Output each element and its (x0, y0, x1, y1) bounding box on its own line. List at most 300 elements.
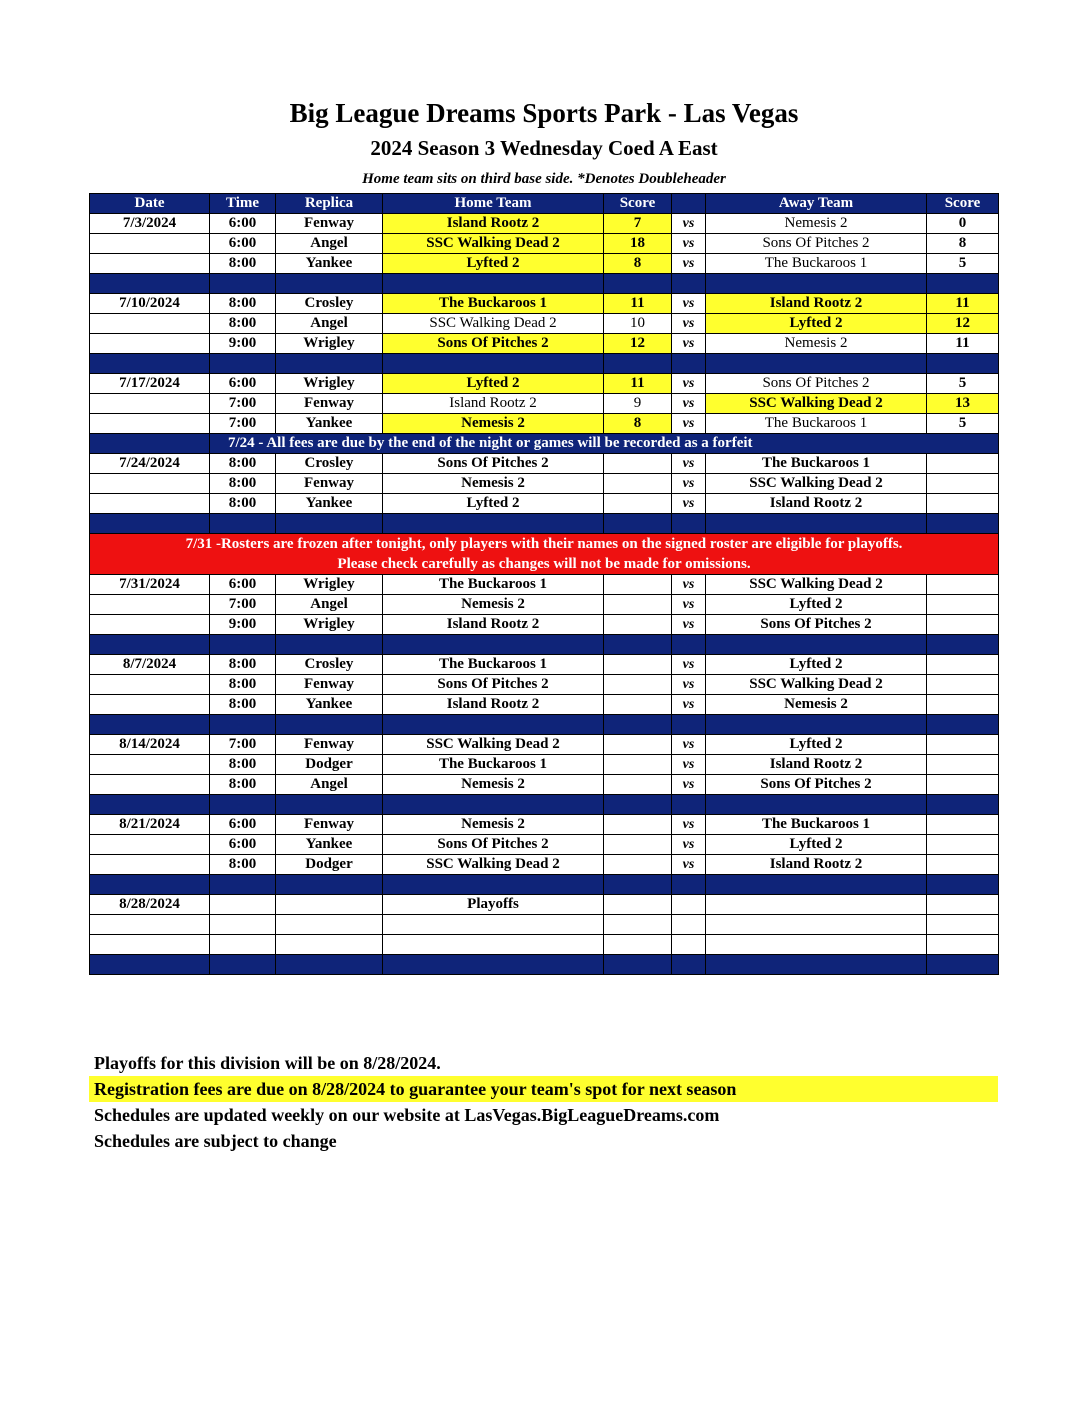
separator-cell (927, 514, 999, 534)
date-cell (90, 675, 210, 695)
date-cell (90, 835, 210, 855)
separator-cell (383, 715, 604, 735)
col-header-replica: Replica (276, 194, 383, 214)
time-cell: 6:00 (210, 374, 276, 394)
away-team-cell: The Buckaroos 1 (706, 414, 927, 434)
field-cell: Angel (276, 595, 383, 615)
vs-cell (672, 935, 706, 955)
game-row (90, 575, 999, 595)
separator-cell (672, 715, 706, 735)
separator-cell (90, 955, 210, 975)
separator-cell (90, 715, 210, 735)
alert-line: 7/31 -Rosters are frozen after tonight, only players with their names on the signed roster are eligible for playoffs. (185, 536, 903, 552)
separator-row (90, 715, 999, 735)
separator-cell (276, 354, 383, 374)
vs-cell: vs (672, 414, 706, 434)
away-score-cell (927, 775, 999, 795)
separator-cell (90, 354, 210, 374)
field-cell: Yankee (276, 414, 383, 434)
field-cell: Wrigley (276, 615, 383, 635)
away-score-cell: 11 (927, 294, 999, 314)
separator-row (90, 795, 999, 815)
date-cell: 8/7/2024 (90, 655, 210, 675)
away-score-cell: 5 (927, 414, 999, 434)
away-team-cell: Lyfted 2 (706, 314, 927, 334)
game-row (90, 675, 999, 695)
field-cell (276, 915, 383, 935)
separator-cell (706, 354, 927, 374)
away-team-cell: SSC Walking Dead 2 (706, 575, 927, 595)
game-row (90, 374, 999, 394)
date-cell: 8/28/2024 (90, 895, 210, 915)
separator-row (90, 955, 999, 975)
away-team-cell: The Buckaroos 1 (706, 454, 927, 474)
away-score-cell (927, 915, 999, 935)
separator-cell (90, 875, 210, 895)
footer-playoffs-note: Playoffs for this division will be on 8/28/2024. (94, 1053, 441, 1073)
away-team-cell (706, 895, 927, 915)
time-cell: 7:00 (210, 394, 276, 414)
separator-row (90, 875, 999, 895)
home-score-cell (604, 935, 672, 955)
time-cell: 9:00 (210, 615, 276, 635)
separator-cell (927, 274, 999, 294)
time-cell: 8:00 (210, 855, 276, 875)
away-team-cell: Sons Of Pitches 2 (706, 374, 927, 394)
separator-cell (210, 795, 276, 815)
separator-cell (210, 715, 276, 735)
game-row (90, 855, 999, 875)
home-team-cell: The Buckaroos 1 (383, 755, 604, 775)
field-cell: Fenway (276, 815, 383, 835)
separator-cell (383, 274, 604, 294)
game-row (90, 334, 999, 354)
home-team-cell: Playoffs (383, 895, 604, 915)
game-row (90, 214, 999, 234)
time-cell: 8:00 (210, 314, 276, 334)
home-team-cell: The Buckaroos 1 (383, 655, 604, 675)
separator-cell (706, 795, 927, 815)
footer-website-note: Schedules are updated weekly on our website at LasVegas.BigLeagueDreams.com (94, 1105, 720, 1125)
separator-cell (604, 715, 672, 735)
date-cell (90, 755, 210, 775)
date-cell (90, 334, 210, 354)
separator-row (90, 274, 999, 294)
vs-cell: vs (672, 675, 706, 695)
home-score-cell: 7 (604, 214, 672, 234)
col-header-away-score: Score (927, 194, 999, 214)
home-team-cell: Lyfted 2 (383, 374, 604, 394)
time-cell: 8:00 (210, 494, 276, 514)
vs-cell: vs (672, 815, 706, 835)
col-header-home-team: Home Team (383, 194, 604, 214)
separator-cell (210, 354, 276, 374)
table-header-row (90, 194, 999, 214)
field-cell: Fenway (276, 735, 383, 755)
field-cell: Angel (276, 775, 383, 795)
home-score-cell (604, 655, 672, 675)
game-row (90, 314, 999, 334)
separator-cell (672, 955, 706, 975)
date-cell: 7/24/2024 (90, 454, 210, 474)
separator-cell (927, 875, 999, 895)
page-subtitle: 2024 Season 3 Wednesday Coed A East (370, 136, 718, 160)
home-team-cell: Lyfted 2 (383, 494, 604, 514)
field-cell: Angel (276, 314, 383, 334)
separator-cell (383, 635, 604, 655)
field-cell: Wrigley (276, 575, 383, 595)
time-cell (210, 895, 276, 915)
home-team-cell: SSC Walking Dead 2 (383, 234, 604, 254)
separator-cell (604, 955, 672, 975)
separator-cell (276, 795, 383, 815)
date-cell (90, 414, 210, 434)
separator-cell (383, 795, 604, 815)
col-header-home-score: Score (604, 194, 672, 214)
vs-cell: vs (672, 575, 706, 595)
vs-cell: vs (672, 775, 706, 795)
vs-cell: vs (672, 334, 706, 354)
vs-cell: vs (672, 494, 706, 514)
away-team-cell: Island Rootz 2 (706, 755, 927, 775)
separator-cell (604, 274, 672, 294)
away-team-cell: Sons Of Pitches 2 (706, 775, 927, 795)
separator-cell (706, 635, 927, 655)
game-row (90, 655, 999, 675)
alert-row (90, 534, 999, 575)
date-cell: 7/17/2024 (90, 374, 210, 394)
game-row (90, 835, 999, 855)
separator-row (90, 514, 999, 534)
vs-cell: vs (672, 454, 706, 474)
field-cell: Fenway (276, 214, 383, 234)
separator-cell (90, 635, 210, 655)
date-cell (90, 935, 210, 955)
home-score-cell (604, 675, 672, 695)
date-cell (90, 254, 210, 274)
game-row (90, 394, 999, 414)
separator-cell (383, 514, 604, 534)
home-score-cell (604, 835, 672, 855)
separator-cell (672, 635, 706, 655)
time-cell: 6:00 (210, 234, 276, 254)
away-score-cell (927, 755, 999, 775)
away-score-cell (927, 575, 999, 595)
separator-cell (604, 635, 672, 655)
date-cell: 7/3/2024 (90, 214, 210, 234)
time-cell: 8:00 (210, 454, 276, 474)
separator-cell (672, 274, 706, 294)
away-team-cell: SSC Walking Dead 2 (706, 474, 927, 494)
vs-cell: vs (672, 655, 706, 675)
separator-cell (927, 354, 999, 374)
separator-cell (672, 354, 706, 374)
home-team-cell (383, 915, 604, 935)
date-cell (90, 494, 210, 514)
game-row (90, 474, 999, 494)
game-row (90, 815, 999, 835)
separator-cell (604, 795, 672, 815)
game-row (90, 755, 999, 775)
separator-cell (706, 274, 927, 294)
date-cell: 8/14/2024 (90, 735, 210, 755)
time-cell: 8:00 (210, 775, 276, 795)
header-note: Home team sits on third base side. *Denotes Doubleheader (362, 171, 726, 187)
home-team-cell: Lyfted 2 (383, 254, 604, 274)
home-team-cell: Nemesis 2 (383, 595, 604, 615)
separator-cell (927, 715, 999, 735)
date-cell (90, 915, 210, 935)
away-team-cell: Lyfted 2 (706, 735, 927, 755)
date-cell: 7/10/2024 (90, 294, 210, 314)
away-team-cell: Nemesis 2 (706, 695, 927, 715)
separator-cell (276, 274, 383, 294)
away-score-cell: 8 (927, 234, 999, 254)
field-cell: Yankee (276, 835, 383, 855)
away-score-cell (927, 735, 999, 755)
separator-cell (604, 875, 672, 895)
time-cell: 7:00 (210, 735, 276, 755)
alert-cell (90, 534, 999, 575)
field-cell: Yankee (276, 695, 383, 715)
field-cell: Yankee (276, 254, 383, 274)
vs-cell: vs (672, 234, 706, 254)
away-team-cell: Nemesis 2 (706, 334, 927, 354)
away-score-cell: 11 (927, 334, 999, 354)
separator-cell (672, 795, 706, 815)
separator-cell (383, 354, 604, 374)
away-score-cell (927, 595, 999, 615)
separator-cell (706, 875, 927, 895)
time-cell: 8:00 (210, 254, 276, 274)
home-score-cell (604, 775, 672, 795)
home-team-cell: Sons Of Pitches 2 (383, 835, 604, 855)
date-cell (90, 775, 210, 795)
home-team-cell: Sons Of Pitches 2 (383, 675, 604, 695)
home-score-cell: 10 (604, 314, 672, 334)
home-score-cell (604, 735, 672, 755)
separator-cell (210, 514, 276, 534)
vs-cell: vs (672, 735, 706, 755)
date-cell (90, 695, 210, 715)
separator-cell (604, 514, 672, 534)
away-team-cell: Island Rootz 2 (706, 855, 927, 875)
vs-cell: vs (672, 374, 706, 394)
time-cell: 6:00 (210, 214, 276, 234)
time-cell: 8:00 (210, 294, 276, 314)
date-cell (90, 314, 210, 334)
separator-cell (927, 955, 999, 975)
home-score-cell (604, 815, 672, 835)
home-score-cell (604, 595, 672, 615)
home-team-cell: Island Rootz 2 (383, 695, 604, 715)
game-row (90, 895, 999, 915)
game-row (90, 935, 999, 955)
date-cell (90, 394, 210, 414)
separator-cell (210, 955, 276, 975)
field-cell: Fenway (276, 474, 383, 494)
game-row (90, 494, 999, 514)
notice-row (90, 434, 999, 454)
separator-row (90, 635, 999, 655)
time-cell (210, 915, 276, 935)
separator-cell (90, 795, 210, 815)
schedule-table (89, 193, 999, 975)
field-cell: Crosley (276, 454, 383, 474)
away-score-cell (927, 855, 999, 875)
away-team-cell: Island Rootz 2 (706, 494, 927, 514)
field-cell: Yankee (276, 494, 383, 514)
field-cell: Dodger (276, 755, 383, 775)
away-score-cell: 12 (927, 314, 999, 334)
time-cell: 8:00 (210, 474, 276, 494)
home-score-cell (604, 915, 672, 935)
schedule-body (90, 214, 999, 975)
vs-cell: vs (672, 615, 706, 635)
separator-cell (604, 354, 672, 374)
away-team-cell: Nemesis 2 (706, 214, 927, 234)
away-score-cell (927, 935, 999, 955)
away-score-cell (927, 474, 999, 494)
game-row (90, 735, 999, 755)
vs-cell: vs (672, 254, 706, 274)
away-score-cell (927, 454, 999, 474)
away-score-cell (927, 695, 999, 715)
date-cell: 7/31/2024 (90, 575, 210, 595)
col-header-time: Time (210, 194, 276, 214)
separator-cell (672, 875, 706, 895)
footer-change-note: Schedules are subject to change (94, 1131, 337, 1151)
away-team-cell (706, 915, 927, 935)
col-header-date: Date (90, 194, 210, 214)
time-cell: 6:00 (210, 815, 276, 835)
separator-cell (276, 635, 383, 655)
away-team-cell: Lyfted 2 (706, 835, 927, 855)
field-cell: Dodger (276, 855, 383, 875)
home-score-cell (604, 474, 672, 494)
away-score-cell (927, 494, 999, 514)
game-row (90, 414, 999, 434)
away-team-cell: The Buckaroos 1 (706, 254, 927, 274)
date-cell (90, 474, 210, 494)
home-team-cell: Island Rootz 2 (383, 214, 604, 234)
notice-spacer (90, 434, 210, 454)
separator-cell (90, 274, 210, 294)
vs-cell: vs (672, 595, 706, 615)
game-row (90, 615, 999, 635)
game-row (90, 254, 999, 274)
away-score-cell (927, 835, 999, 855)
away-team-cell: The Buckaroos 1 (706, 815, 927, 835)
home-score-cell (604, 755, 672, 775)
separator-cell (276, 715, 383, 735)
home-score-cell (604, 895, 672, 915)
separator-cell (672, 514, 706, 534)
field-cell: Fenway (276, 394, 383, 414)
separator-cell (90, 514, 210, 534)
time-cell: 8:00 (210, 675, 276, 695)
time-cell: 8:00 (210, 655, 276, 675)
home-team-cell: The Buckaroos 1 (383, 294, 604, 314)
time-cell: 9:00 (210, 334, 276, 354)
home-team-cell: Island Rootz 2 (383, 394, 604, 414)
home-team-cell: SSC Walking Dead 2 (383, 314, 604, 334)
field-cell: Crosley (276, 294, 383, 314)
home-score-cell (604, 454, 672, 474)
away-team-cell (706, 935, 927, 955)
date-cell (90, 234, 210, 254)
away-team-cell: Sons Of Pitches 2 (706, 615, 927, 635)
vs-cell: vs (672, 474, 706, 494)
away-team-cell: Island Rootz 2 (706, 294, 927, 314)
away-score-cell (927, 675, 999, 695)
time-cell: 7:00 (210, 414, 276, 434)
game-row (90, 915, 999, 935)
away-team-cell: Sons Of Pitches 2 (706, 234, 927, 254)
home-team-cell: Nemesis 2 (383, 775, 604, 795)
away-score-cell: 13 (927, 394, 999, 414)
vs-cell (672, 895, 706, 915)
separator-cell (927, 795, 999, 815)
separator-cell (706, 514, 927, 534)
alert-line: Please check carefully as changes will not be made for omissions. (337, 556, 751, 572)
field-cell: Wrigley (276, 374, 383, 394)
vs-cell: vs (672, 855, 706, 875)
field-cell: Angel (276, 234, 383, 254)
col-header-away-team: Away Team (706, 194, 927, 214)
field-cell (276, 895, 383, 915)
separator-cell (210, 635, 276, 655)
away-score-cell (927, 615, 999, 635)
separator-cell (706, 715, 927, 735)
separator-cell (706, 955, 927, 975)
game-row (90, 234, 999, 254)
date-cell (90, 615, 210, 635)
separator-cell (927, 635, 999, 655)
home-team-cell: Nemesis 2 (383, 815, 604, 835)
separator-row (90, 354, 999, 374)
home-team-cell: Sons Of Pitches 2 (383, 334, 604, 354)
away-team-cell: SSC Walking Dead 2 (706, 394, 927, 414)
home-score-cell: 12 (604, 334, 672, 354)
home-score-cell: 9 (604, 394, 672, 414)
game-row (90, 595, 999, 615)
time-cell: 6:00 (210, 575, 276, 595)
col-header-vs (672, 194, 706, 214)
away-team-cell: Lyfted 2 (706, 655, 927, 675)
home-team-cell (383, 935, 604, 955)
vs-cell: vs (672, 314, 706, 334)
vs-cell (672, 915, 706, 935)
field-cell (276, 935, 383, 955)
date-cell: 8/21/2024 (90, 815, 210, 835)
home-score-cell: 11 (604, 294, 672, 314)
vs-cell: vs (672, 695, 706, 715)
separator-cell (210, 274, 276, 294)
game-row (90, 454, 999, 474)
home-team-cell: Sons Of Pitches 2 (383, 454, 604, 474)
field-cell: Fenway (276, 675, 383, 695)
home-score-cell (604, 855, 672, 875)
separator-cell (383, 955, 604, 975)
time-cell: 8:00 (210, 695, 276, 715)
vs-cell: vs (672, 214, 706, 234)
home-team-cell: Nemesis 2 (383, 474, 604, 494)
time-cell (210, 935, 276, 955)
separator-cell (276, 514, 383, 534)
vs-cell: vs (672, 294, 706, 314)
home-score-cell: 18 (604, 234, 672, 254)
